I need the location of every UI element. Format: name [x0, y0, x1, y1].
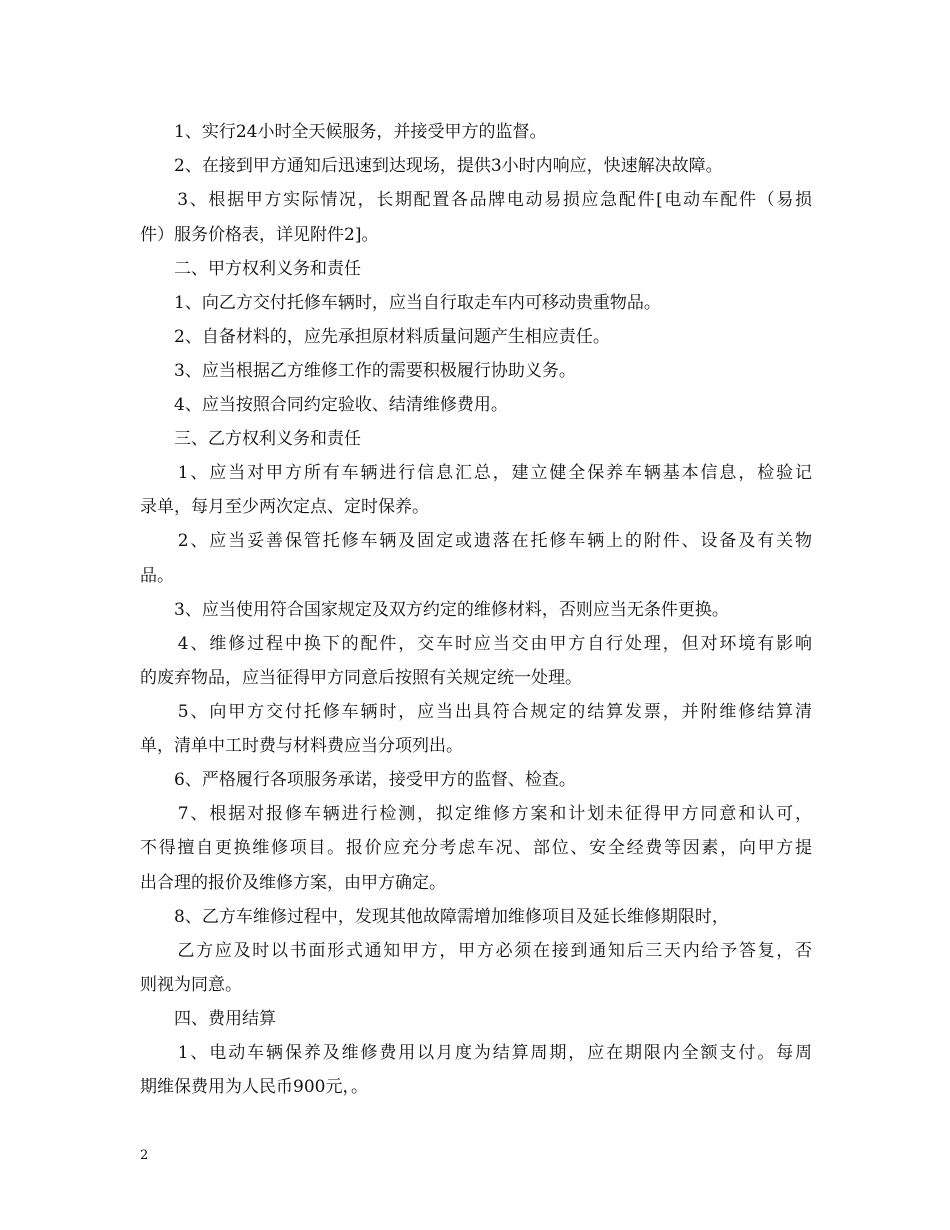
- text-line: 的废弃物品，应当征得甲方同意后按照有关规定统一处理。: [140, 668, 582, 688]
- text-line: 1、向乙方交付托修车辆时，应当自行取走车内可移动贵重物品。: [140, 293, 661, 313]
- text-line: 2、自备材料的，应先承担原材料质量问题产生相应责任。: [140, 327, 610, 347]
- text-line: 5、向甲方交付托修车辆时，应当出具符合规定的结算发票，并附维修结算清: [140, 702, 812, 722]
- text-line: 件）服务价格表，详见附件2]。: [140, 225, 379, 245]
- text-line: 7、根据对报修车辆进行检测，拟定维修方案和计划未征得甲方同意和认可，: [140, 804, 812, 824]
- text-line: 2、应当妥善保管托修车辆及固定或遗落在托修车辆上的附件、设备及有关物: [140, 531, 812, 551]
- text-line: 3、应当使用符合国家规定及双方约定的维修材料，否则应当无条件更换。: [140, 600, 729, 620]
- text-line: 3、应当根据乙方维修工作的需要积极履行协助义务。: [140, 361, 576, 381]
- text-line: 期维保费用为人民币900元，。: [140, 1077, 368, 1097]
- page-number: 2: [140, 1148, 149, 1163]
- text-line: 出合理的报价及维修方案，由甲方确定。: [140, 873, 446, 893]
- text-line: 品。: [140, 566, 174, 586]
- text-line: 6、严格履行各项服务承诺，接受甲方的监督、检查。: [140, 770, 576, 790]
- text-line: 则视为同意。: [140, 975, 242, 995]
- text-line: 8、乙方车维修过程中，发现其他故障需增加维修项目及延长维修期限时，: [140, 907, 729, 927]
- text-line: 4、维修过程中换下的配件，交车时应当交由甲方自行处理，但对环境有影响: [140, 634, 812, 654]
- text-line: 3、根据甲方实际情况，长期配置各品牌电动易损应急配件[电动车配件（易损: [140, 190, 812, 210]
- text-line: 录单，每月至少两次定点、定时保养。: [140, 497, 429, 517]
- text-line: 乙方应及时以书面形式通知甲方，甲方必须在接到通知后三天内给予答复，否: [140, 941, 812, 961]
- text-line: 1、应当对甲方所有车辆进行信息汇总，建立健全保养车辆基本信息，检验记: [140, 463, 812, 483]
- text-line: 4、应当按照合同约定验收、结清维修费用。: [140, 395, 508, 415]
- text-line: 单，清单中工时费与材料费应当分项列出。: [140, 736, 463, 756]
- section-heading: 四、费用结算: [140, 1009, 276, 1029]
- section-heading: 二、甲方权利义务和责任: [140, 259, 361, 279]
- text-line: 1、实行24小时全天候服务，并接受甲方的监督。: [140, 122, 547, 142]
- text-line: 2、在接到甲方通知后迅速到达现场，提供3小时内响应，快速解决故障。: [140, 156, 723, 176]
- text-line: 不得擅自更换维修项目。报价应充分考虑车况、部位、安全经费等因素，向甲方提: [140, 838, 812, 858]
- section-heading: 三、乙方权利义务和责任: [140, 429, 361, 449]
- text-line: 1、电动车辆保养及维修费用以月度为结算周期，应在期限内全额支付。每周: [140, 1043, 812, 1063]
